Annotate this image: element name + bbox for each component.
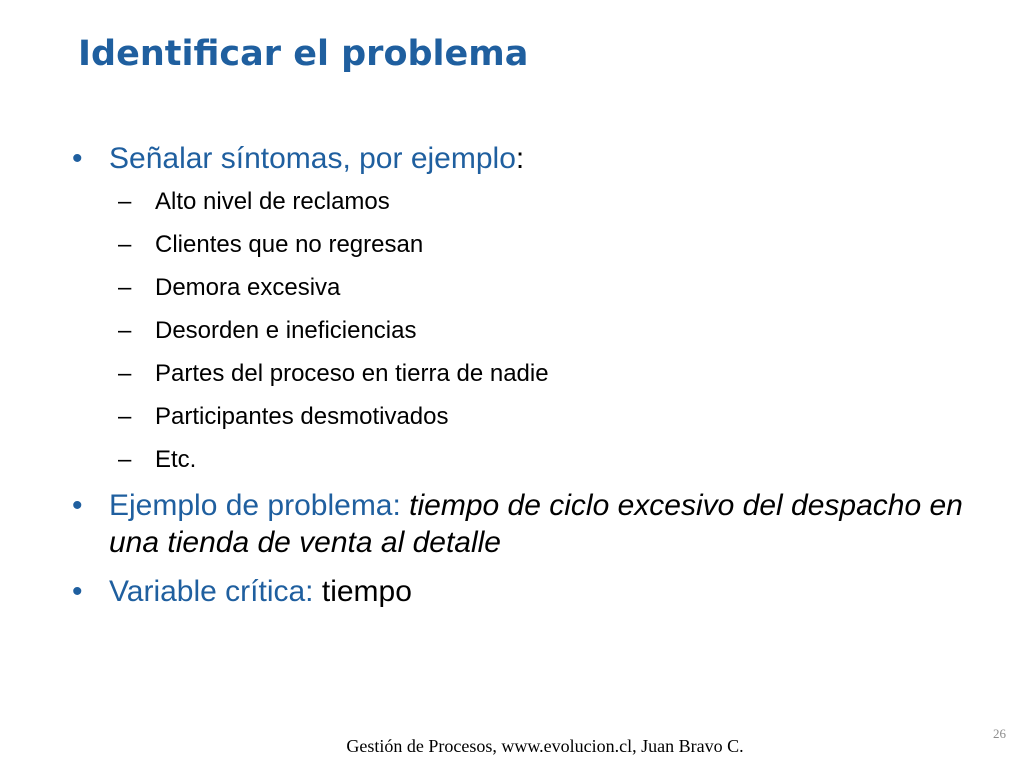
bullet-problem-value: tiempo de ciclo excesivo del despacho en una tienda de venta al detalle bbox=[109, 489, 963, 559]
symptom-text: Desorden e ineficiencias bbox=[155, 317, 417, 344]
dash-marker: – bbox=[118, 403, 132, 430]
bullet-marker: • bbox=[72, 575, 83, 608]
symptom-text: Clientes que no regresan bbox=[155, 231, 424, 258]
bullet-problem-label: Ejemplo de problema: bbox=[109, 489, 401, 522]
dash-marker: – bbox=[118, 360, 132, 387]
symptom-list bbox=[72, 180, 972, 481]
symptom-item bbox=[72, 309, 972, 352]
dash-marker: – bbox=[118, 446, 132, 473]
bullet-marker: • bbox=[72, 489, 83, 522]
symptom-item bbox=[72, 266, 972, 309]
slide-title: Identificar el problema bbox=[78, 34, 529, 74]
dash-marker: – bbox=[118, 317, 132, 344]
dash-marker: – bbox=[118, 188, 132, 215]
bullet-variable-value: tiempo bbox=[321, 575, 412, 608]
symptom-item bbox=[72, 223, 972, 266]
bullet-symptoms bbox=[72, 140, 972, 177]
slide-content bbox=[72, 140, 972, 610]
symptom-text: Alto nivel de reclamos bbox=[155, 188, 390, 215]
symptom-item bbox=[72, 395, 972, 438]
page-number: 26 bbox=[993, 726, 1006, 741]
dash-marker: – bbox=[118, 274, 132, 301]
bullet-marker: • bbox=[72, 142, 83, 175]
bullet-symptoms-colon: : bbox=[515, 142, 525, 175]
symptom-text: Partes del proceso en tierra de nadie bbox=[155, 360, 549, 387]
bullet-symptoms-label: Señalar síntomas, por ejemplo bbox=[109, 142, 516, 175]
symptom-text: Demora excesiva bbox=[155, 274, 341, 301]
symptom-text: Participantes desmotivados bbox=[155, 403, 449, 430]
bullet-problem-example bbox=[72, 487, 972, 561]
symptom-item bbox=[72, 180, 972, 223]
bullet-critical-variable bbox=[72, 573, 972, 610]
slide-footer: Gestión de Procesos, www.evolucion.cl, Juan Bravo C. bbox=[346, 736, 744, 756]
dash-marker: – bbox=[118, 231, 132, 258]
symptom-item bbox=[72, 438, 972, 481]
symptom-item bbox=[72, 352, 972, 395]
symptom-text: Etc. bbox=[155, 446, 197, 473]
bullet-variable-label: Variable crítica: bbox=[109, 575, 314, 608]
